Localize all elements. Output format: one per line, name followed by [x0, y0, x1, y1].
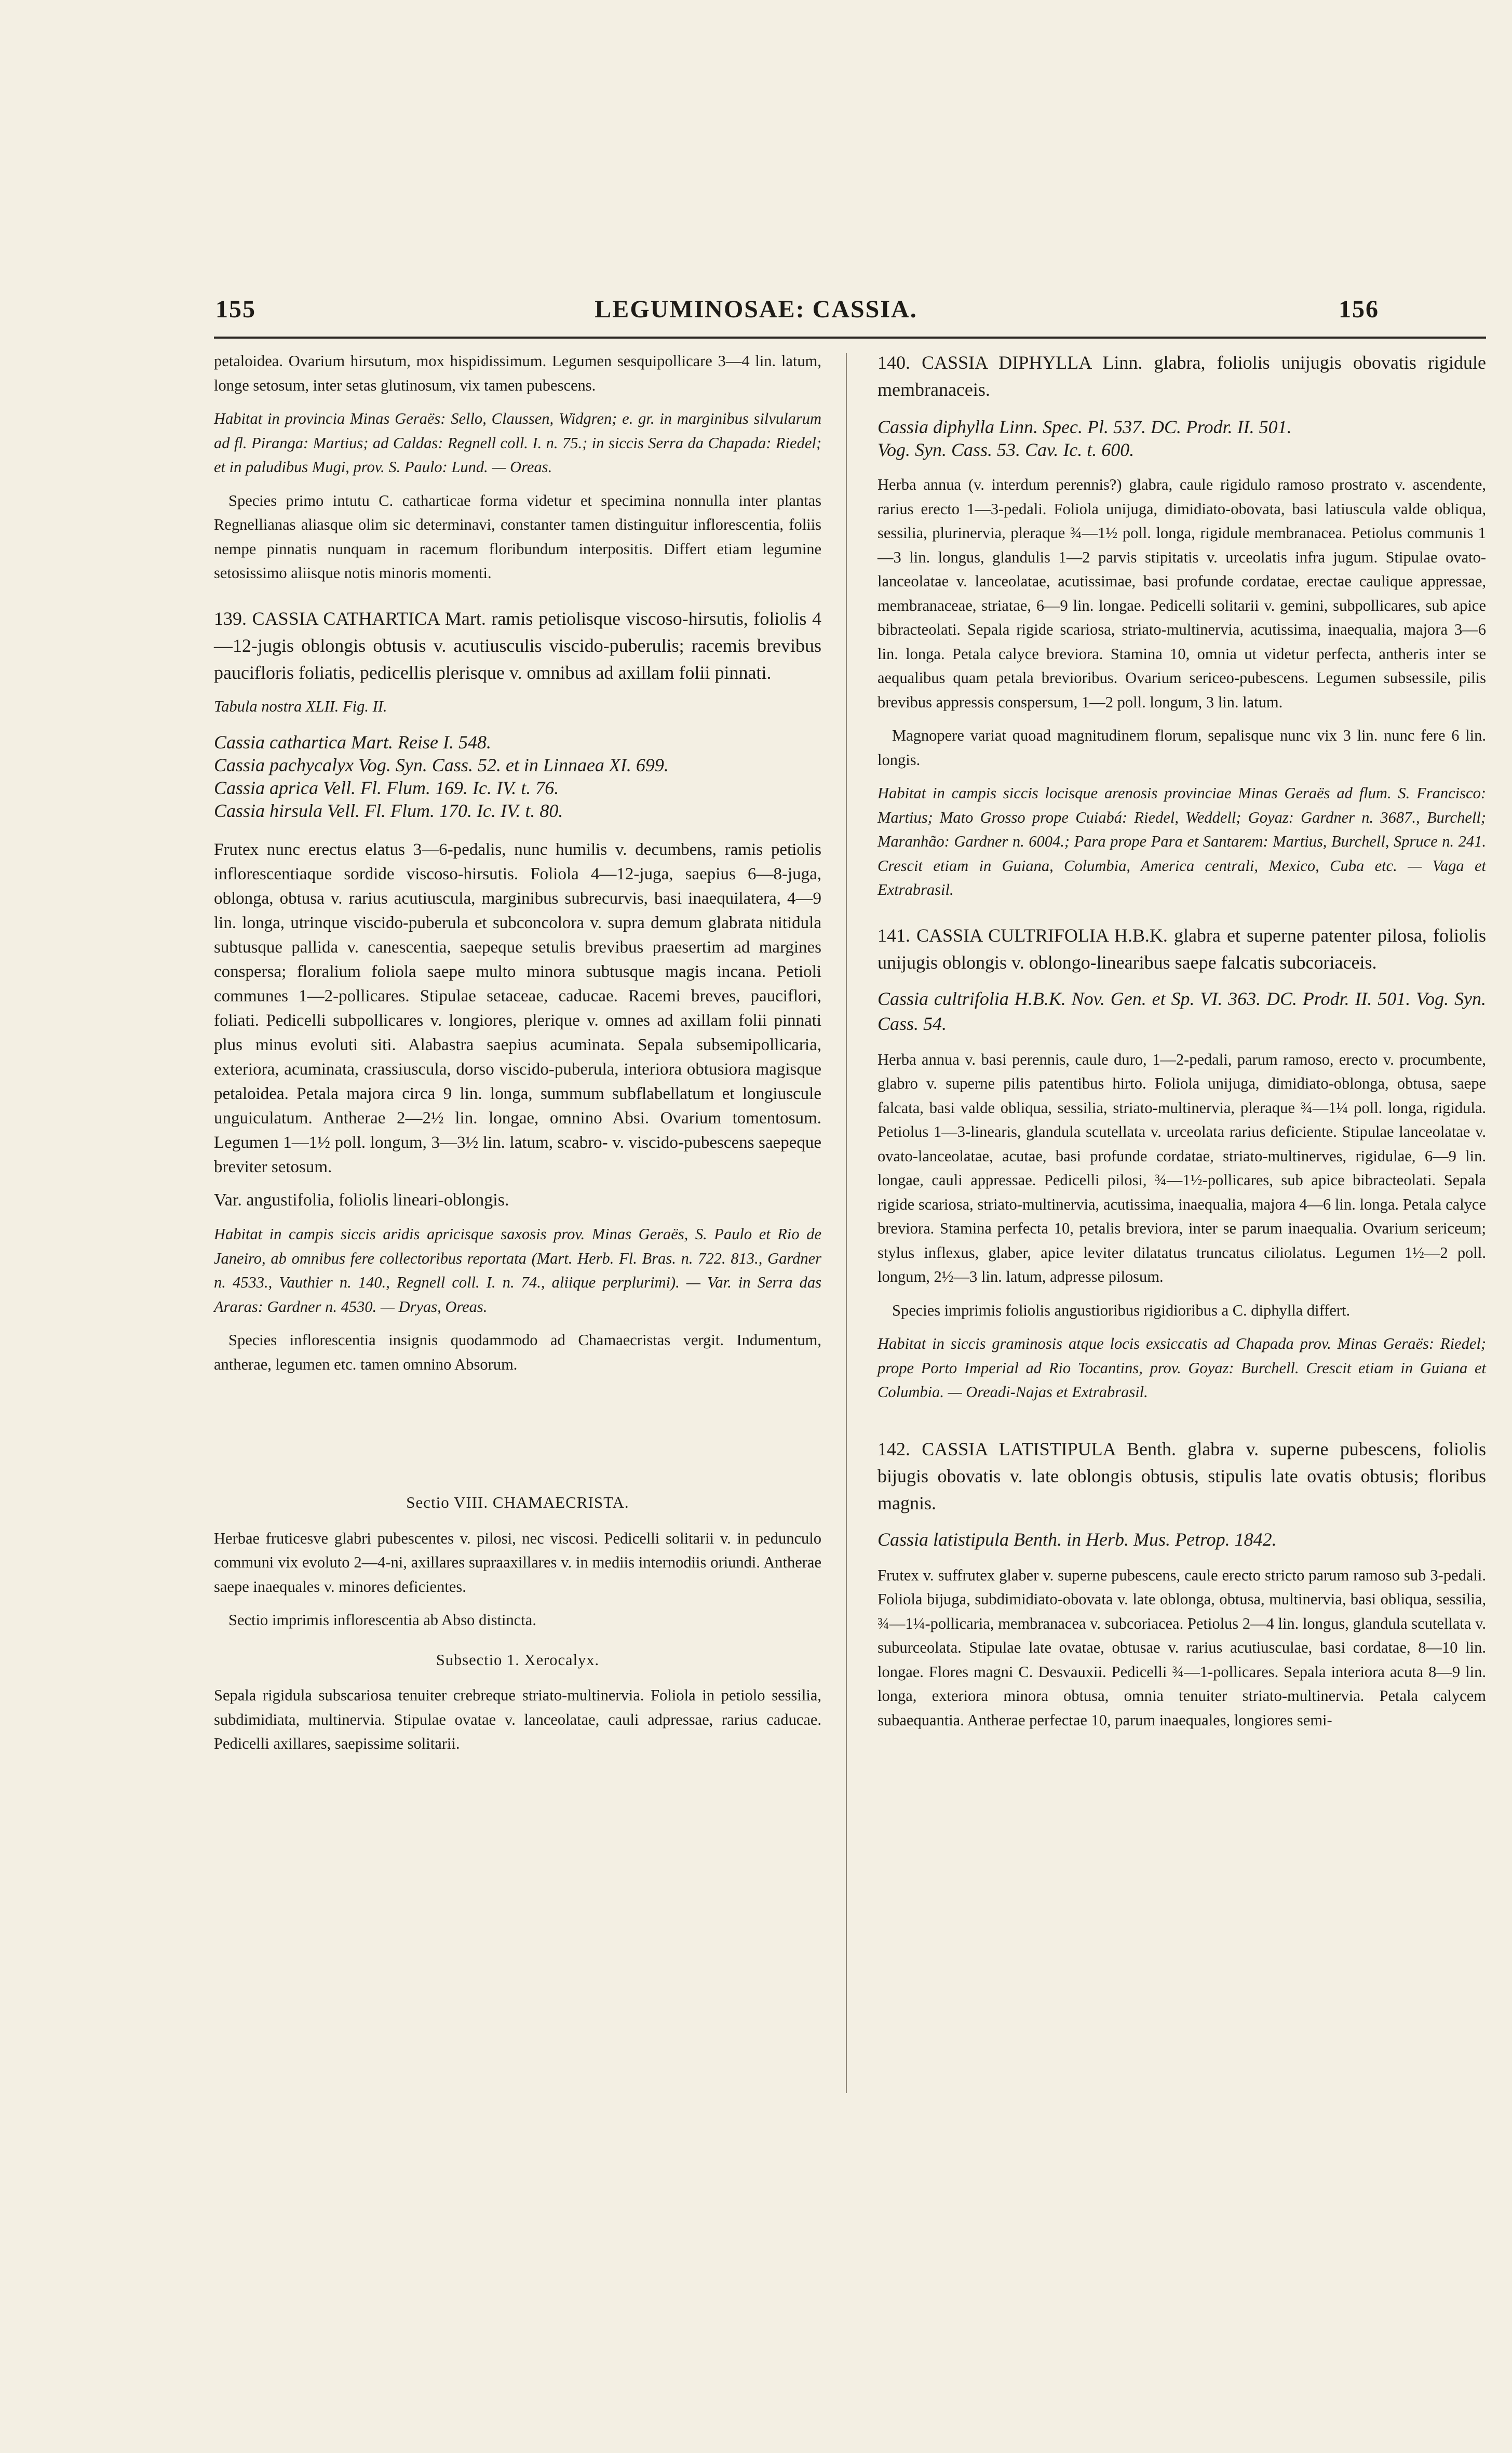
continued-description: petaloidea. Ovarium hirsutum, mox hispidissimum. Legumen sesquipollicare 3—4 lin. latum, longe setosum, inter setas glutinosum, vix tamen pubescens. [214, 352, 821, 394]
section-heading: Sectio VIII. CHAMAECRISTA. [406, 1493, 629, 1511]
habitat-141: Habitat in siccis graminosis atque locis exsiccatis ad Chapada prov. Minas Geraës: Riedel; prope Porto Imperial ad Rio Tocantins, prov. Goyaz: Burchell. Crescit etiam in Guiana et Columbia. — Oreadi-Najas et Extrabrasil. [878, 1335, 1486, 1401]
synonym-line: Cassia cathartica Mart. Reise I. 548. [214, 732, 491, 753]
left-column [214, 349, 821, 1756]
header-rule [214, 337, 1486, 339]
page-number-left: 155 [215, 296, 256, 323]
page-number-right: 156 [1339, 296, 1379, 323]
habitat-139: Habitat in campis siccis aridis apricisque saxosis prov. Minas Geraës, S. Paulo et Rio de Janeiro, ab omnibus fere collectoribus reportata (Mart. Herb. Fl. Bras. n. 722. 813., Gardner n. 4533., Vauthier n. 140., Regnell coll. I. n. 74., aliique perplurimi). — Var. in Serra das Araras: Gardner n. 4530. — Dryas, Oreas. [214, 1225, 821, 1316]
synonymy-141: Cassia cultrifolia H.B.K. Nov. Gen. et Sp. VI. 363. DC. Prodr. II. 501. Vog. Syn. Cass. 54. [878, 988, 1486, 1034]
species-remark: Species primo intutu C. catharticae forma videtur et specimina nonnulla inter plantas Regnellianas aliasque olim sic determinavi, constanter tamen distinguitur inflorescentia, foliis nempe pinnatis nunquam in racemum floribundum interpositis. Differt etiam legumine setosissimo aliisque notis minoris momenti. [214, 491, 821, 582]
species-heading-139: 139. CASSIA CATHARTICA Mart. ramis petiolisque viscoso-hirsutis, foliolis 4—12-jugis oblongis obtusis v. acutiusculis viscido-puberulis; racemis brevibus paucifloris foliatis, pedicellis plerisque v. omnibus ad axillam folii pinnati. [214, 608, 821, 683]
synonymy-139 [214, 731, 821, 822]
synonymy-142: Cassia latistipula Benth. in Herb. Mus. Petrop. 1842. [878, 1529, 1277, 1550]
variety-note: Var. angustifolia, foliolis lineari-oblongis. [214, 1190, 509, 1210]
species-description-141: Herba annua v. basi perennis, caule duro, 1—2-pedali, parum ramoso, erecto v. procumbente, glabro v. superne pilis patentibus hirto. Foliola unijuga, dimidiato-oblonga, obtusa, saepe falcata, basi valde obliqua, sessilia, striato-multinervia, pleraque ¾—1¼ poll. longa, rigidula. Petiolus 1—3-linearis, glandula scutellata v. urceolata rarius deficiente. Stipulae lanceolatae v. ovato-lanceolatae, acutae, basi profunde cordatae, striato-multinerves, rigidulae, 6—9 lin. longae, cauli appressae. Pedicelli pilosi, ¾—1½-pollicares, sub apice bibracteolati. Sepala rigide scariosa, striato-multinervia, acutissima, inaequalia, majora 4—6 lin. longa. Petala calyce breviora. Stamina perfecta 10, petalis breviora, inter se parum inaequalia. Ovarium sericeum; stylus inflexus, glaber, apice leviter dilatatus truncatus ciliolatus. Legumen 1½—2 poll. longum, 2½—3 lin. latum, adpresse pilosum. [878, 1050, 1486, 1285]
species-heading-142: 142. CASSIA LATISTIPULA Benth. glabra v. superne pubescens, foliolis bijugis obovatis v. late oblongis obtusis, stipulis late ovatis obtusis; floribus magnis. [878, 1438, 1486, 1513]
synonym-line: Cassia pachycalyx Vog. Syn. Cass. 52. et in Linnaea XI. 699. [214, 755, 669, 775]
synonym-line: Cassia diphylla Linn. Spec. Pl. 537. DC. Prodr. II. 501. [878, 417, 1292, 437]
species-description-140: Herba annua (v. interdum perennis?) glabra, caule rigidulo ramoso prostrato v. ascendente, rarius erecto 1—3-pedali. Foliola unijuga, dimidiato-obovata, basi latiuscula valde obliqua, sessilia, plurinervia, pleraque ¾—1½ poll. longa, rigidule membranacea. Petiolus communis 1—3 lin. longus, glandulis 1—2 parvis stipitatis v. urceolatis infra jugum. Stipulae ovato-lanceolatae v. lanceolatae, acutissimae, basi profunde cordatae, erectae caulique appressae, membranaceae, striatae, 6—9 lin. longae. Pedicelli solitarii v. gemini, subpollicares, sub apice bibracteolati. Sepala rigide scariosa, striato-multinervia, acutissima, inaequalia, majora 3—6 lin. longa. Petala calyce breviora. Stamina 10, omnia ut videtur perfecta, antheris inter se aequalibus quam petala brevioribus. Ovarium sericeo-pubescens. Legumen subsessile, pilis brevibus appressis conspersum, 1—2 poll. longum, 3 lin. latum. [878, 476, 1486, 711]
synonymy-140 [878, 415, 1486, 461]
species-heading-140: 140. CASSIA DIPHYLLA Linn. glabra, foliolis unijugis obovatis rigidule membranaceis. [878, 352, 1486, 400]
section-description: Herbae fruticesve glabri pubescentes v. pilosi, nec viscosi. Pedicelli solitarii v. in pedunculo communi vix evoluto 2—4-ni, axillares supraaxillares v. in mediis internodiis oriundi. Antherae saepe inaequales v. minores deficientes. [214, 1529, 821, 1596]
right-column [878, 349, 1486, 1732]
subsection-description: Sepala rigidula subscariosa tenuiter crebreque striato-multinervia. Foliola in petiolo sessilia, subdimidiata, multinervia. Stipulae ovatae v. lanceolatae, cauli adpressae, rarius caducae. Pedicelli axillares, saepissime solitarii. [214, 1686, 821, 1752]
species-remark-140: Magnopere variat quoad magnitudinem florum, sepalisque nunc vix 3 lin. nunc fere 6 lin. longis. [878, 727, 1486, 769]
plate-reference: Tabula nostra XLII. Fig. II. [214, 697, 387, 715]
habitat-140: Habitat in campis siccis locisque arenosis provinciae Minas Geraës ad flum. S. Francisco: Martius; Mato Grosso prope Cuiabá: Riedel, Weddell; Goyaz: Gardner n. 3687., Burchell; Maranhão: Gardner n. 6004.; Para prope Para et Santarem: Martius, Burchell, Spruce n. 241. Crescit etiam in Guiana, Columbia, America centrali, Mexico, Cuba etc. — Vaga et Extrabrasil. [878, 784, 1486, 899]
synonym-line: Cassia aprica Vell. Fl. Flum. 169. Ic. IV. t. 76. [214, 778, 559, 798]
species-description-142: Frutex v. suffrutex glaber v. superne pubescens, caule erecto stricto parum ramoso sub 3-pedali. Foliola bijuga, subdimidiato-obovata v. late oblonga, obtusa, multinervia, basi obliqua, sessilia, ¾—1¼-pollicaria, membranacea v. subcoriacea. Petiolus 2—4 lin. longus, glandula scutellata v. suburceolata. Stipulae late ovatae, obtusae v. rarius acutiusculae, basi cordatae, 8—10 lin. longae. Flores magni C. Desvauxii. Pedicelli ¾—1-pollicares. Sepala interiora acuta 8—9 lin. longa, exteriora minora obtusa, omnia tenuiter striato-multinervia. Petala calycem subaequantia. Antherae perfectae 10, parum inaequales, longiores semi- [878, 1566, 1486, 1729]
synonym-line: Vog. Syn. Cass. 53. Cav. Ic. t. 600. [878, 439, 1135, 460]
synonym-line: Cassia hirsula Vell. Fl. Flum. 170. Ic. IV. t. 80. [214, 800, 563, 821]
species-remark-141: Species imprimis foliolis angustioribus rigidioribus a C. diphylla differt. [892, 1301, 1351, 1319]
species-remark-139: Species inflorescentia insignis quodammodo ad Chamaecristas vergit. Indumentum, antherae, legumen etc. tamen omnino Absorum. [214, 1331, 821, 1373]
species-heading-141: 141. CASSIA CULTRIFOLIA H.B.K. glabra et superne patenter pilosa, foliolis unijugis oblongis v. oblongo-linearibus saepe falcatis subcoriaceis. [878, 924, 1486, 973]
subsection-heading: Subsectio 1. Xerocalyx. [436, 1651, 600, 1669]
section-remark: Sectio imprimis inflorescentia ab Abso distincta. [228, 1611, 536, 1629]
column-divider [846, 353, 847, 2093]
habitat-note: Habitat in provincia Minas Geraës: Sello, Claussen, Widgren; e. gr. in marginibus silvularum ad fl. Piranga: Martius; ad Caldas: Regnell coll. I. n. 75.; in siccis Serra da Chapada: Riedel; et in paludibus Mugi, prov. S. Paulo: Lund. — Oreas. [214, 410, 821, 476]
running-title: LEGUMINOSAE: CASSIA. [595, 296, 917, 323]
species-description-139: Frutex nunc erectus elatus 3—6-pedalis, nunc humilis v. decumbens, ramis petiolis inflorescentiaque sordide viscoso-hirsutis. Foliola 4—12-juga, saepius 6—8-juga, oblonga, obtusa v. rarius acutiuscula, marginibus subrecurvis, basi inaequilatera, 4—9 lin. longa, utrinque viscido-puberula et subconcolora v. supra demum glabrata nitidula subtusque pallida v. canescentia, saepeque setulis brevibus praesertim ad margines conspersa; floralium foliola saepe multo minora subtusque magis incana. Petioli communes 1—2-pollicares. Stipulae setaceae, caducae. Racemi breves, pauciflori, foliati. Pedicelli subpollicares v. longiores, plerique v. omnes ad axillam folii pinnati plus minus evoluti siti. Alabastra saepius acuminata. Sepala subsemipollicaria, exteriora, acuminata, crassiuscula, dorso viscido-puberula, interiora obtusiora magisque petaloidea. Petala majora circa 9 lin. longa, summum subflabellatum et longiuscule unguiculatum. Antherae 2—2½ lin. longae, omnino Absi. Ovarium tomentosum. Legumen 1—1½ poll. longum, 3—3½ lin. latum, scabro- v. viscido-pubescens saepeque breviter setosum. [214, 840, 821, 1176]
